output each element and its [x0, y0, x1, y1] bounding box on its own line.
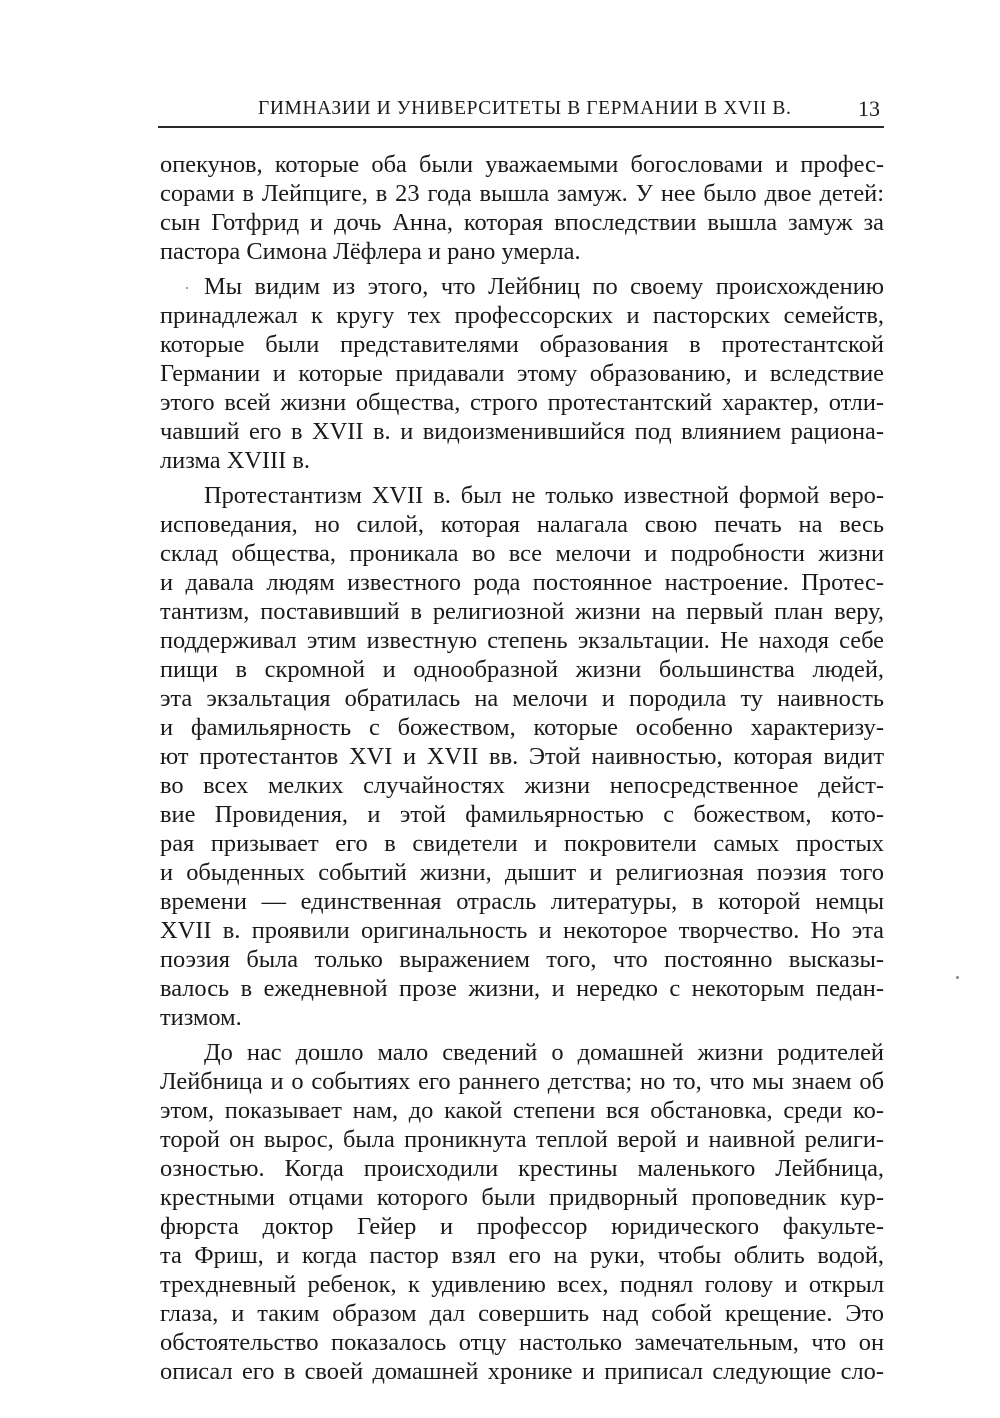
paragraph — [160, 150, 884, 266]
text-line: сорами в Лейпциге, в 23 года вышла замуж. У нее было двое детей: — [160, 180, 884, 207]
text-line: рая призывает его в свидетели и покровители самых простых — [160, 830, 884, 857]
text-line: До нас дошло мало сведений о домашней жизни родителей — [204, 1039, 884, 1066]
text-line: Лейбница и о событиях его раннего детства; но то, что мы знаем об — [160, 1068, 884, 1095]
text-line: торой он вырос, была проникнута теплой верой и наивной религи- — [160, 1126, 884, 1153]
text-line: Протестантизм XVII в. был не только известной формой веро- — [204, 482, 884, 509]
text-line: ют протестантов XVI и XVII вв. Этой наивностью, которая видит — [160, 743, 884, 770]
text-line: чавший его в XVII в. и видоизменившийся под влиянием рациона- — [160, 418, 884, 445]
text-line: этого всей жизни общества, строго протестантский характер, отли- — [160, 389, 884, 416]
text-line: опекунов, которые оба были уважаемыми богословами и профес- — [160, 151, 884, 178]
text-line: тантизм, поставивший в религиозной жизни на первый план веру, — [160, 598, 884, 625]
page-number: 13 — [858, 96, 880, 121]
text-line: поэзия была только выражением того, что постоянно высказы- — [160, 946, 884, 973]
text-line: трехдневный ребенок, к удивлению всех, поднял голову и открыл — [160, 1271, 884, 1298]
text-line: тизмом. — [160, 1004, 242, 1031]
scan-speck — [186, 287, 188, 289]
text-line: пищи в скромной и однообразной жизни большинства людей, — [160, 656, 884, 683]
text-line: та Фриш, и когда пастор взял его на руки, чтобы облить водой, — [160, 1242, 884, 1269]
text-line: крестными отцами которого были придворный проповедник кур- — [160, 1184, 884, 1211]
paragraph — [160, 481, 884, 1032]
text-line: принадлежал к кругу тех профессорских и пасторских семейств, — [160, 302, 884, 329]
text-line: сын Готфрид и дочь Анна, которая впоследствии вышла замуж за — [160, 209, 884, 236]
text-line: исповедания, но силой, которая налагала свою печать на весь — [160, 511, 884, 538]
text-line: обстоятельство показалось отцу настолько замечательным, что он — [160, 1329, 884, 1356]
scan-speck — [956, 976, 959, 979]
text-line: Мы видим из этого, что Лейбниц по своему происхождению — [204, 273, 884, 300]
paragraph — [160, 1038, 884, 1386]
body-text — [160, 150, 884, 1386]
text-line: и обыденных событий жизни, дышит и религиозная поэзия того — [160, 859, 884, 886]
text-line: глаза, и таким образом дал совершить над собой крещение. Это — [160, 1300, 884, 1327]
text-line: фюрста доктор Гейер и профессор юридического факульте- — [160, 1213, 884, 1240]
text-line: склад общества, проникала во все мелочи и подробности жизни — [160, 540, 884, 567]
text-line: валось в ежедневной прозе жизни, и нередко с некоторым педан- — [160, 975, 884, 1002]
text-line: этом, показывает нам, до какой степени вся обстановка, среди ко- — [160, 1097, 884, 1124]
text-line: и давала людям известного рода постоянное настроение. Протес- — [160, 569, 884, 596]
text-line: эта экзальтация обратилась на мелочи и породила ту наивность — [160, 685, 884, 712]
running-title: ГИМНАЗИИ И УНИВЕРСИТЕТЫ В ГЕРМАНИИ В XVII В. — [258, 98, 792, 119]
text-line: которые были представителями образования в протестантской — [160, 331, 884, 358]
text-line: пастора Симона Лёфлера и рано умерла. — [160, 238, 581, 265]
running-header — [158, 94, 884, 128]
text-line: лизма XVIII в. — [160, 447, 311, 474]
text-line: поддерживал этим известную степень экзальтации. Не находя себе — [160, 627, 884, 654]
text-line: и фамильярность с божеством, которые особенно характеризу- — [160, 714, 884, 741]
paragraph — [160, 272, 884, 475]
text-line: времени — единственная отрасль литературы, в которой немцы — [160, 888, 884, 915]
text-line: озностью. Когда происходили крестины маленького Лейбница, — [160, 1155, 884, 1182]
text-line: вие Провидения, и этой фамильярностью с божеством, кото- — [160, 801, 884, 828]
text-line: во всех мелких случайностях жизни непосредственное дейст- — [160, 772, 884, 799]
text-line: Германии и которые придавали этому образованию, и вследствие — [160, 360, 884, 387]
text-line: XVII в. проявили оригинальность и некоторое творчество. Но эта — [160, 917, 884, 944]
text-line: описал его в своей домашней хронике и приписал следующие сло- — [160, 1358, 884, 1385]
